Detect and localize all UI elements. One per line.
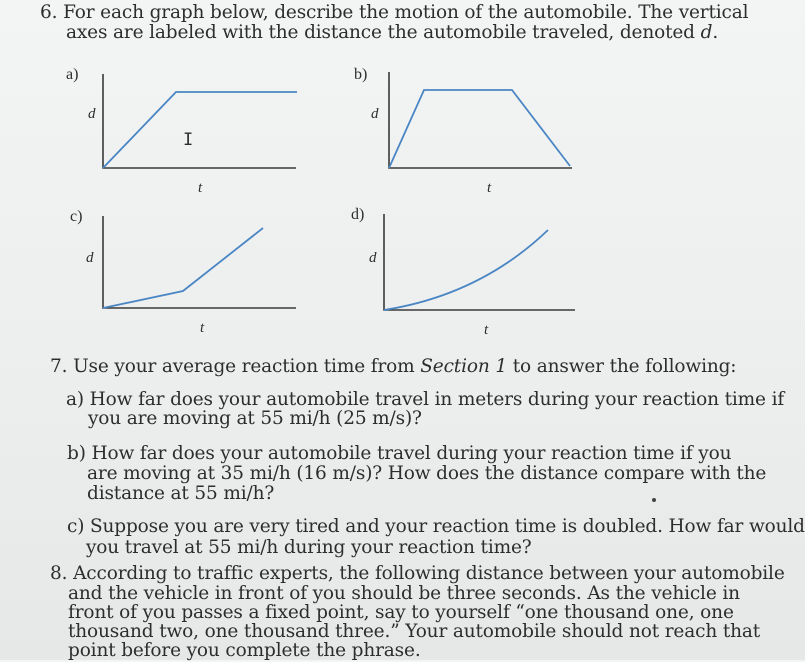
q6-text-2: axes are labeled with the distance the automobile traveled, denoted xyxy=(66,22,701,43)
q8-line-3: front of you passes a fixed point, say to yourself “one thousand one, one xyxy=(68,602,734,623)
graph-b xyxy=(389,72,572,168)
graph-a xyxy=(103,74,297,168)
graph-a-axes xyxy=(103,74,296,168)
q8-line-5: point before you complete the phrase. xyxy=(68,640,421,661)
graph-d-axes xyxy=(384,214,575,310)
q7a-line-1: a) How far does your automobile travel in meters during your reaction time if xyxy=(66,389,785,410)
q7b-line-3: distance at 55 mi/h? xyxy=(87,483,275,504)
graph-b-label: b) xyxy=(354,66,368,83)
q8-line-2: and the vehicle in front of you should be three seconds. As the vehicle in xyxy=(68,583,740,604)
graph-d-ylabel: d xyxy=(369,250,377,266)
graph-d-curve xyxy=(384,230,548,310)
graph-a-label: a) xyxy=(66,66,79,83)
graph-c-xlabel: t xyxy=(200,320,205,336)
graph-b-xlabel: t xyxy=(487,180,492,196)
graph-b-curve xyxy=(389,90,570,168)
graph-c-label: c) xyxy=(70,208,83,225)
q8-line-1 xyxy=(50,563,785,585)
graph-c-axes xyxy=(103,216,296,308)
graph-b-axes xyxy=(389,72,572,168)
graph-d xyxy=(384,214,575,310)
q6-text-1: For each graph below, describe the motion of the automobile. The vertical xyxy=(63,2,749,23)
q6-period: . xyxy=(712,22,719,43)
q7a-line-2: you are moving at 55 mi/h (25 m/s)? xyxy=(88,408,422,429)
q7-intro xyxy=(50,356,736,378)
q7b-line-1: b) How far does your automobile travel during your reaction time if you xyxy=(67,443,732,464)
text-cursor-icon: I xyxy=(183,130,194,150)
graph-d-label: d) xyxy=(351,206,365,223)
graph-c xyxy=(103,216,296,308)
graph-a-ylabel: d xyxy=(88,106,96,122)
q8-line-4: thousand two, one thousand three.” Your automobile should not reach that xyxy=(68,621,761,642)
q8-number: 8. xyxy=(50,563,68,584)
q7b-line-2: are moving at 35 mi/h (16 m/s)? How does the distance compare with the xyxy=(87,463,767,484)
graph-c-curve xyxy=(103,228,263,308)
q7-intro-text: Use your average reaction time from xyxy=(73,356,421,377)
q6-var-d: d xyxy=(700,22,713,43)
graph-a-curve xyxy=(103,92,297,168)
q7-section-ref: Section 1 xyxy=(420,356,507,377)
q7-intro-end: to answer the following: xyxy=(506,356,737,377)
graph-c-ylabel: d xyxy=(86,250,94,266)
graph-b-ylabel: d xyxy=(371,106,379,122)
graph-d-xlabel: t xyxy=(484,322,489,338)
q8-text-1: According to traffic experts, the following distance between your automobile xyxy=(73,563,785,584)
q7c-line-1: c) Suppose you are very tired and your reaction time is doubled. How far would xyxy=(67,516,805,537)
motion-graphs xyxy=(0,0,700,360)
q6-number: 6. xyxy=(40,2,58,23)
q7c-line-2: you travel at 55 mi/h during your reaction time? xyxy=(86,537,532,558)
q7-number: 7. xyxy=(50,356,68,377)
ink-dot xyxy=(652,498,656,502)
graph-a-xlabel: t xyxy=(198,180,203,196)
